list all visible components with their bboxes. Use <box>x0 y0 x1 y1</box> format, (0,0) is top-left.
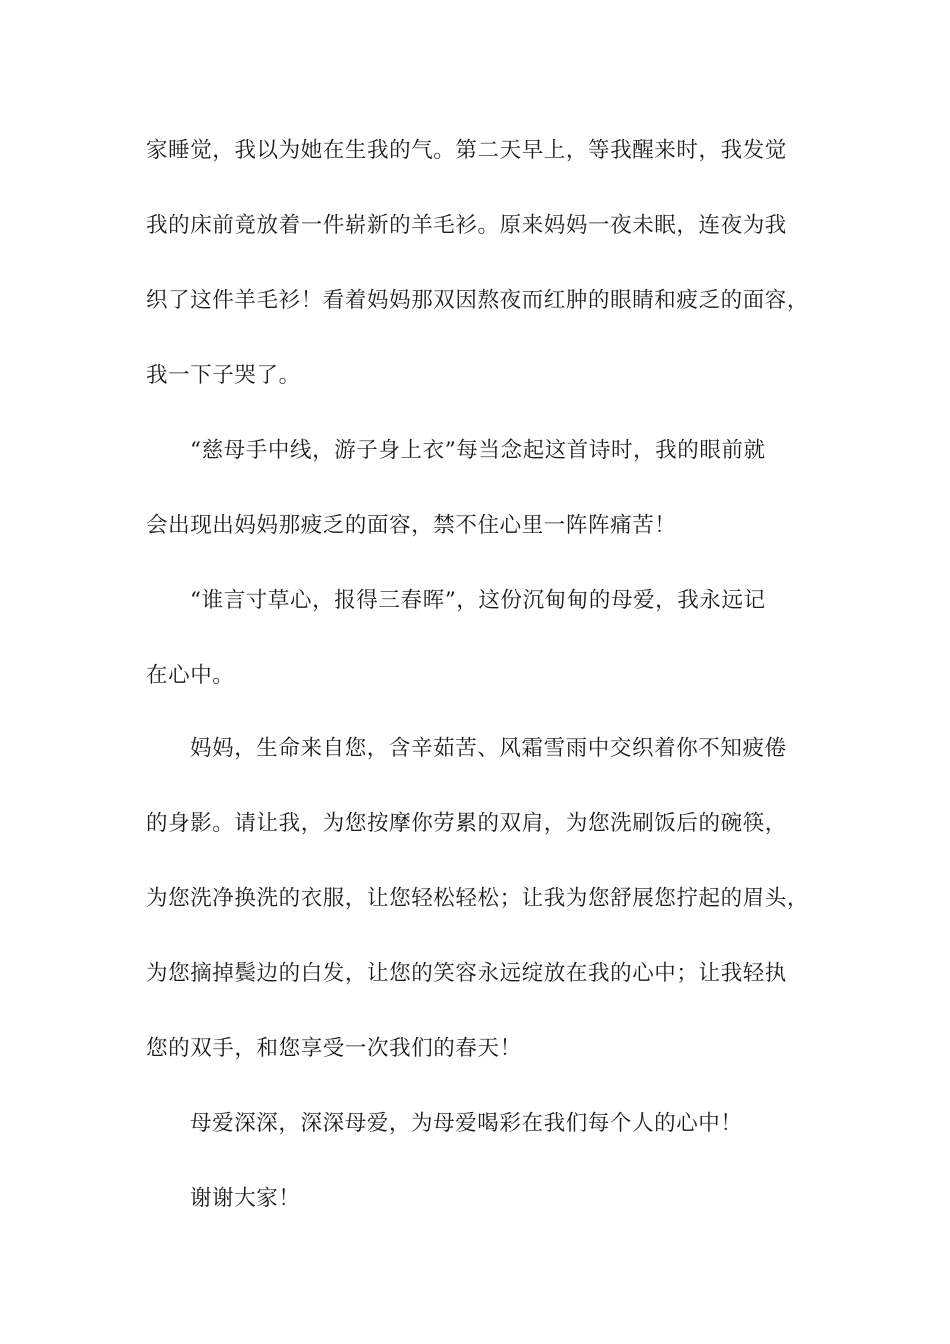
text-line: 为您摘掉鬓边的白发，让您的笑容永远绽放在我的心中；让我轻执 <box>146 961 787 986</box>
text-line: 家睡觉，我以为她在生我的气。第二天早上，等我醒来时，我发觉 <box>146 138 787 163</box>
text-line: 在心中。 <box>146 663 235 688</box>
text-line: 我一下子哭了。 <box>146 363 301 388</box>
text-line: 的身影。请让我，为您按摩你劳累的双肩，为您洗刷饭后的碗筷， <box>146 811 787 836</box>
text-line: 织了这件羊毛衫！看着妈妈那双因熬夜而红肿的眼睛和疲乏的面容， <box>146 288 810 313</box>
paragraph-first-line: “慈母手中线，游子身上衣”每当念起这首诗时，我的眼前就 <box>190 438 766 463</box>
closing-line: 谢谢大家！ <box>190 1186 301 1211</box>
paragraph-first-line: 妈妈，生命来自您，含辛茹苦、风霜雪雨中交织着你不知疲倦 <box>190 736 787 761</box>
text-line: 我的床前竟放着一件崭新的羊毛衫。原来妈妈一夜未眠，连夜为我 <box>146 213 787 238</box>
text-line: 您的双手，和您享受一次我们的春天！ <box>146 1036 522 1061</box>
paragraph-first-line: “谁言寸草心，报得三春晖”，这份沉甸甸的母爱，我永远记 <box>190 588 766 613</box>
text-line: 会出现出妈妈那疲乏的面容，禁不住心里一阵阵痛苦！ <box>146 513 677 538</box>
paragraph-first-line: 母爱深深，深深母爱，为母爱喝彩在我们每个人的心中！ <box>190 1111 743 1136</box>
text-line: 为您洗净换洗的衣服，让您轻松轻松；让我为您舒展您拧起的眉头， <box>146 886 810 911</box>
